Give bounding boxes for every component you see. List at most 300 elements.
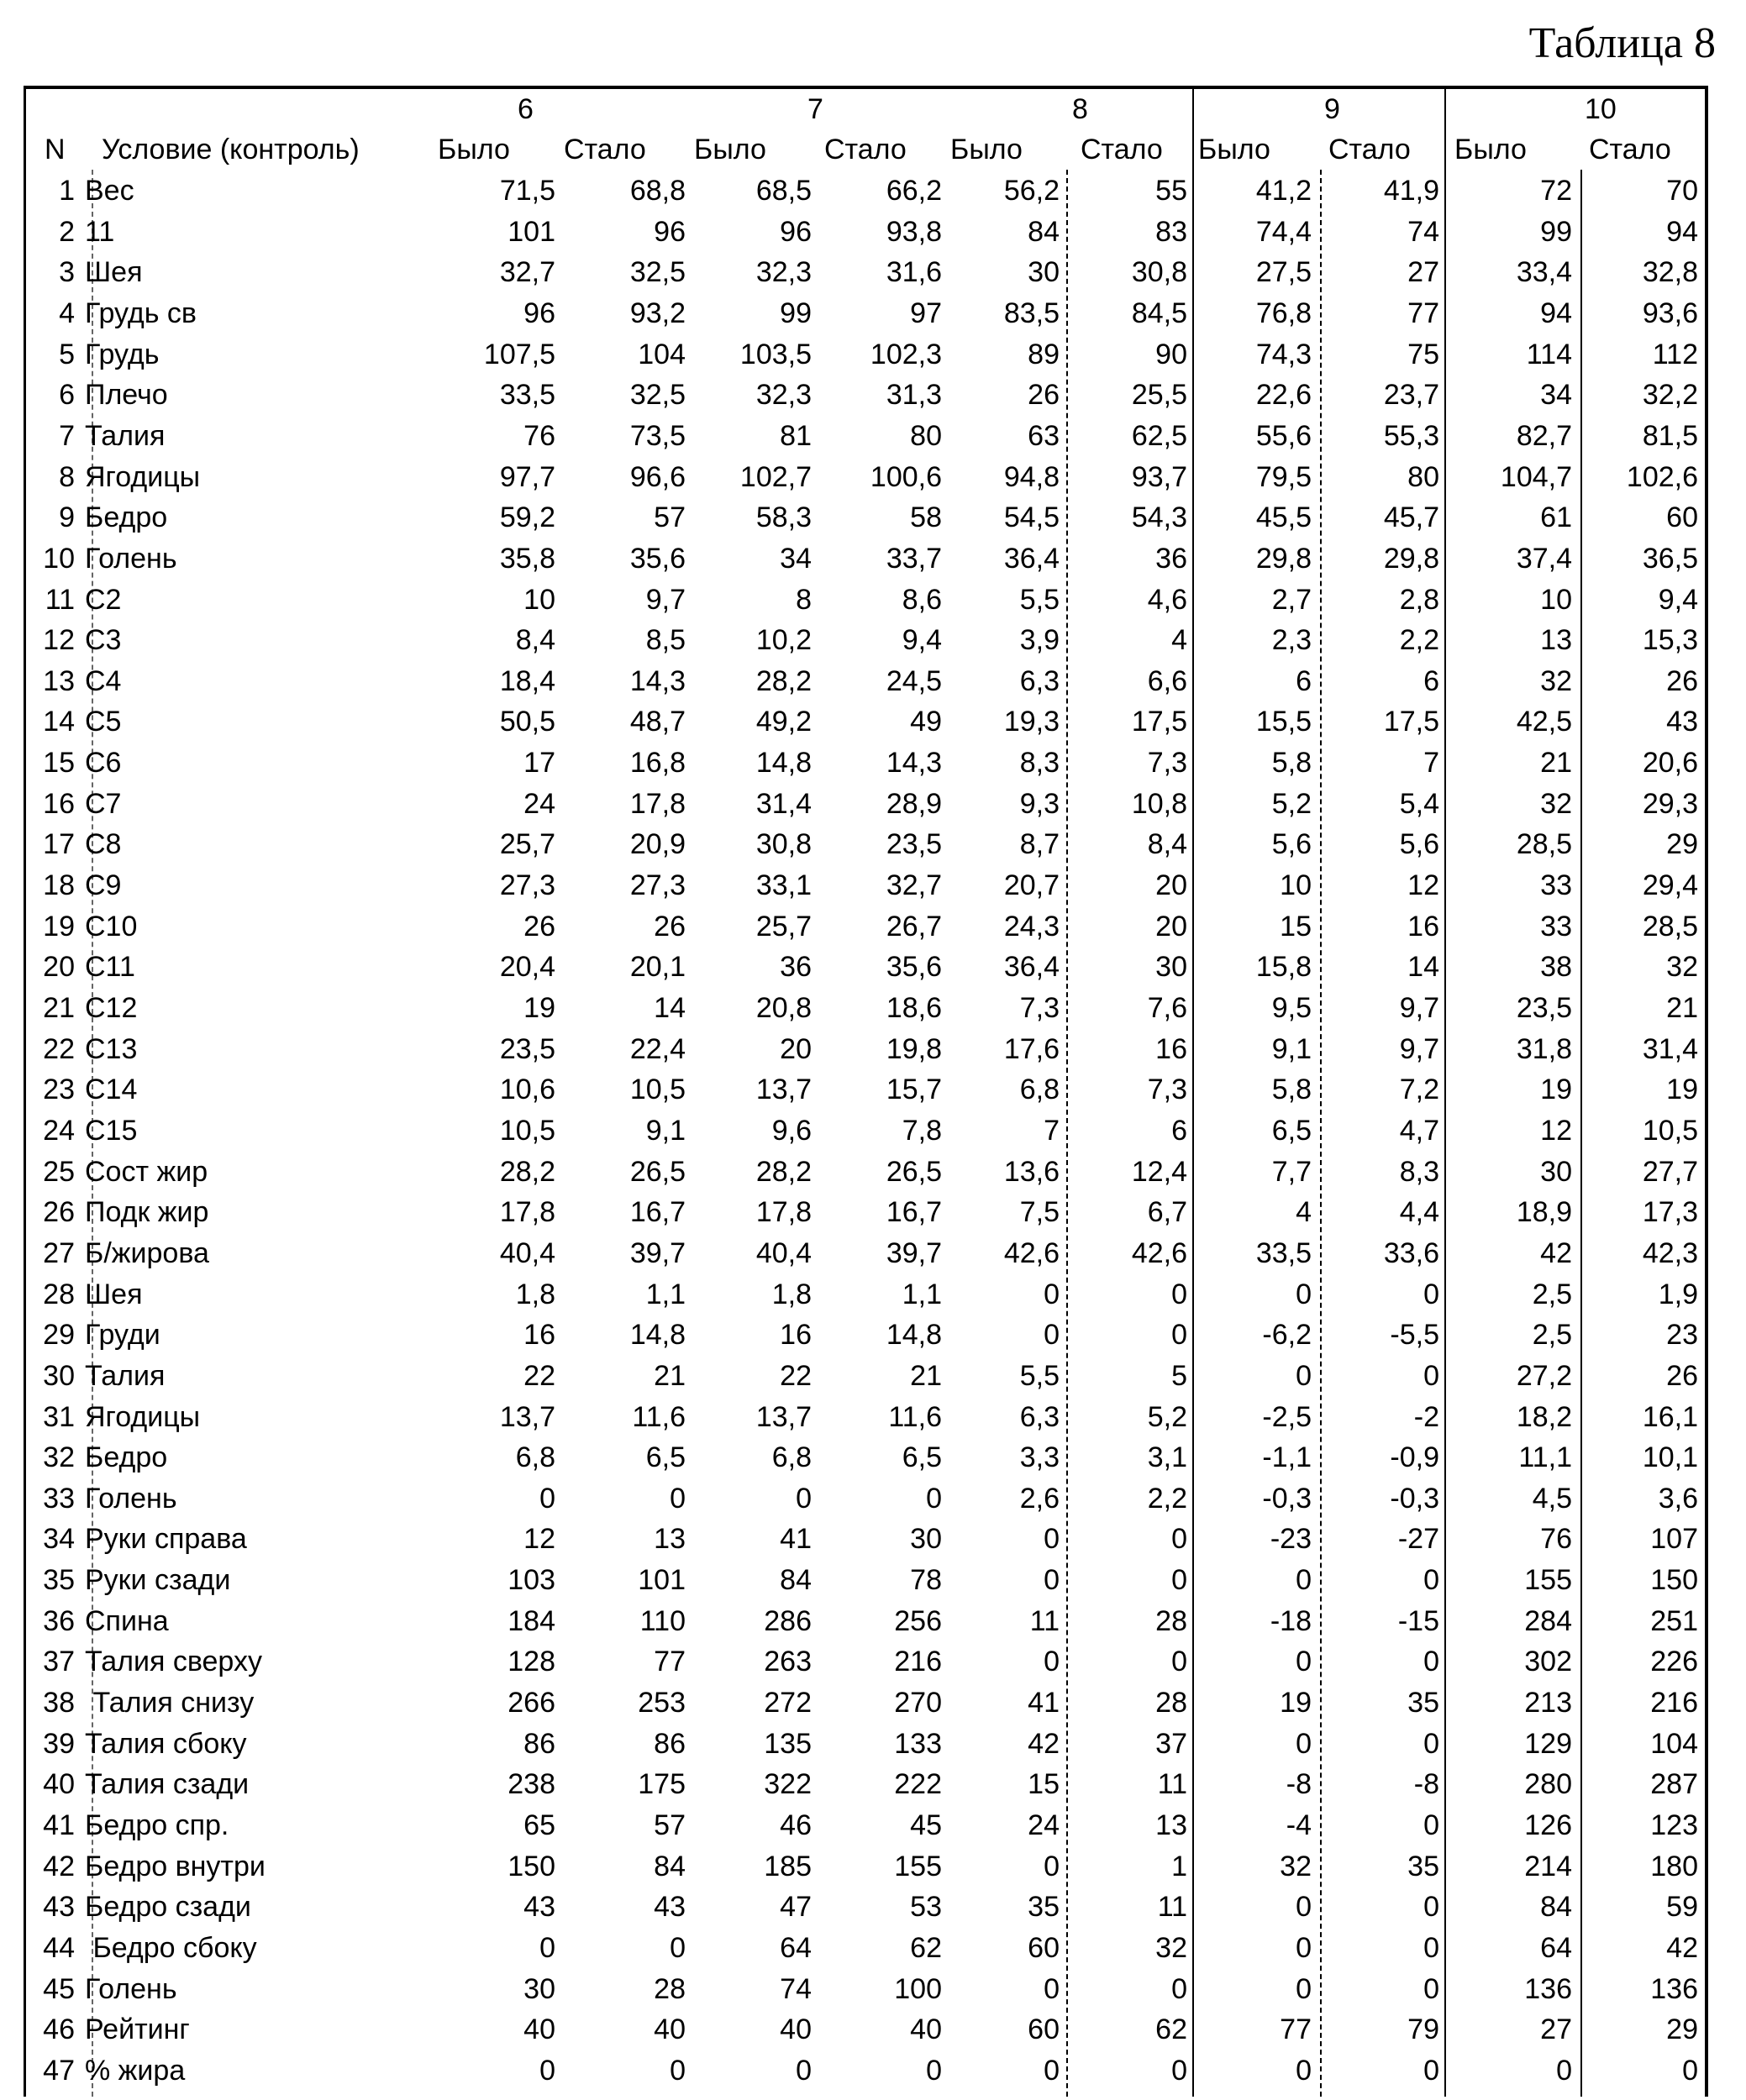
group-header-8: 8 xyxy=(1072,89,1088,129)
cell-after-6: 9,1 xyxy=(568,1110,686,1151)
row-number: 43 xyxy=(26,1887,75,1927)
cell-before-8: 20,7 xyxy=(942,865,1060,906)
row-number: 18 xyxy=(26,865,75,906)
row-number: 15 xyxy=(26,743,75,783)
cell-before-8: 13,6 xyxy=(942,1152,1060,1192)
cell-before-9: 0 xyxy=(1194,1641,1312,1682)
cell-before-9: 79,5 xyxy=(1194,457,1312,497)
table-row xyxy=(26,1152,1705,1193)
cell-before-6: 10,6 xyxy=(438,1069,555,1110)
cell-after-7: 30 xyxy=(824,1519,942,1559)
row-number: 1 xyxy=(26,171,75,211)
cell-before-10: 11,1 xyxy=(1454,1437,1572,1478)
cell-after-10: 10,1 xyxy=(1580,1437,1698,1478)
cell-before-7: 14,8 xyxy=(694,743,812,783)
cell-before-8: 6,3 xyxy=(942,661,1060,701)
cell-before-6: 97,7 xyxy=(438,457,555,497)
cell-after-7: 93,8 xyxy=(824,212,942,252)
cell-before-9: 9,1 xyxy=(1194,1029,1312,1069)
cell-after-9: 0 xyxy=(1322,1641,1439,1682)
row-condition: Бедро сзади xyxy=(85,1887,251,1927)
cell-after-7: 39,7 xyxy=(824,1233,942,1273)
cell-after-7: 222 xyxy=(824,1764,942,1804)
cell-after-6: 14 xyxy=(568,988,686,1028)
cell-before-10: 104,7 xyxy=(1454,457,1572,497)
row-condition: Сост жир xyxy=(85,1152,208,1192)
cell-before-7: 20,8 xyxy=(694,988,812,1028)
cell-before-8: 24,3 xyxy=(942,906,1060,947)
cell-after-10: 226 xyxy=(1580,1641,1698,1682)
cell-before-10: 0 xyxy=(1454,2050,1572,2091)
cell-before-7: 13,7 xyxy=(694,1397,812,1437)
cell-before-9: 0 xyxy=(1194,2050,1312,2091)
cell-after-9: 23,7 xyxy=(1322,375,1439,415)
cell-after-9: -0,3 xyxy=(1322,1478,1439,1519)
row-condition: Талия сбоку xyxy=(85,1724,246,1764)
cell-after-8: 36 xyxy=(1070,538,1187,579)
cell-after-6: 14,8 xyxy=(568,1315,686,1355)
cell-before-7: 6,8 xyxy=(694,1437,812,1478)
cell-after-7: 40 xyxy=(824,2009,942,2050)
cell-before-8: 83,5 xyxy=(942,293,1060,333)
cell-after-7: 0 xyxy=(824,2050,942,2091)
row-number: 32 xyxy=(26,1437,75,1478)
cell-before-8: 8,7 xyxy=(942,824,1060,864)
cell-after-9: 0 xyxy=(1322,1969,1439,2009)
cell-before-10: 4,5 xyxy=(1454,1478,1572,1519)
cell-after-9: 0 xyxy=(1322,1356,1439,1396)
cell-before-7: 47 xyxy=(694,1887,812,1927)
cell-after-8: 3,1 xyxy=(1070,1437,1187,1478)
cell-before-10: 12 xyxy=(1454,1110,1572,1151)
cell-before-6: 20,4 xyxy=(438,947,555,987)
cell-after-9: 6 xyxy=(1322,661,1439,701)
cell-before-10: 155 xyxy=(1454,1560,1572,1600)
cell-after-9: 27 xyxy=(1322,252,1439,292)
cell-after-7: 1,1 xyxy=(824,1274,942,1315)
table-row xyxy=(26,1437,1705,1478)
row-condition: Талия xyxy=(85,1356,165,1396)
header-before-8: Было xyxy=(950,129,1023,170)
cell-after-8: 28 xyxy=(1070,1601,1187,1641)
cell-after-7: 32,7 xyxy=(824,865,942,906)
cell-before-9: -23 xyxy=(1194,1519,1312,1559)
cell-before-7: 96 xyxy=(694,212,812,252)
cell-after-9: 5,4 xyxy=(1322,784,1439,824)
table-row xyxy=(26,743,1705,784)
header-after-8: Стало xyxy=(1081,129,1163,170)
row-condition: С14 xyxy=(85,1069,137,1110)
cell-before-7: 185 xyxy=(694,1846,812,1887)
cell-after-8: 54,3 xyxy=(1070,497,1187,538)
cell-before-10: 32 xyxy=(1454,784,1572,824)
row-condition: Голень xyxy=(85,538,177,579)
cell-before-10: 126 xyxy=(1454,1805,1572,1845)
row-condition: Бедро спр. xyxy=(85,1805,229,1845)
cell-after-7: 78 xyxy=(824,1560,942,1600)
row-number: 31 xyxy=(26,1397,75,1437)
row-condition: Бедро xyxy=(85,497,167,538)
cell-before-7: 102,7 xyxy=(694,457,812,497)
cell-before-7: 1,8 xyxy=(694,1274,812,1315)
cell-before-7: 25,7 xyxy=(694,906,812,947)
cell-after-10: 104 xyxy=(1580,1724,1698,1764)
table-row xyxy=(26,784,1705,825)
cell-before-8: 60 xyxy=(942,2009,1060,2050)
cell-before-7: 10,2 xyxy=(694,620,812,660)
cell-before-9: 19 xyxy=(1194,1683,1312,1723)
row-number: 37 xyxy=(26,1641,75,1682)
cell-after-10: 29 xyxy=(1580,2009,1698,2050)
cell-after-7: 15,7 xyxy=(824,1069,942,1110)
cell-after-7: 21 xyxy=(824,1356,942,1396)
cell-before-9: 74,4 xyxy=(1194,212,1312,252)
group-header-row xyxy=(26,89,1705,130)
row-number: 13 xyxy=(26,661,75,701)
cell-after-8: 0 xyxy=(1070,2050,1187,2091)
row-number: 23 xyxy=(26,1069,75,1110)
column-header-row xyxy=(26,129,1705,171)
cell-before-6: 8,4 xyxy=(438,620,555,660)
cell-after-8: 62,5 xyxy=(1070,416,1187,456)
cell-after-8: 0 xyxy=(1070,1641,1187,1682)
cell-before-7: 17,8 xyxy=(694,1192,812,1232)
cell-after-9: 2,8 xyxy=(1322,580,1439,620)
cell-after-6: 86 xyxy=(568,1724,686,1764)
row-number: 10 xyxy=(26,538,75,579)
cell-after-6: 104 xyxy=(568,334,686,375)
cell-before-7: 286 xyxy=(694,1601,812,1641)
cell-before-10: 284 xyxy=(1454,1601,1572,1641)
row-condition: Шея xyxy=(85,252,142,292)
cell-before-9: 4 xyxy=(1194,1192,1312,1232)
cell-before-10: 136 xyxy=(1454,1969,1572,2009)
header-after-7: Стало xyxy=(824,129,907,170)
group-header-7: 7 xyxy=(807,89,823,129)
cell-before-7: 0 xyxy=(694,1478,812,1519)
cell-after-8: 93,7 xyxy=(1070,457,1187,497)
row-number: 46 xyxy=(26,2009,75,2050)
cell-after-9: 33,6 xyxy=(1322,1233,1439,1273)
cell-after-7: 256 xyxy=(824,1601,942,1641)
cell-after-8: 7,6 xyxy=(1070,988,1187,1028)
cell-after-7: 100,6 xyxy=(824,457,942,497)
row-number: 21 xyxy=(26,988,75,1028)
cell-after-10: 32,2 xyxy=(1580,375,1698,415)
cell-before-6: 35,8 xyxy=(438,538,555,579)
cell-before-9: 29,8 xyxy=(1194,538,1312,579)
cell-after-6: 57 xyxy=(568,497,686,538)
cell-after-7: 31,6 xyxy=(824,252,942,292)
cell-after-8: 4,6 xyxy=(1070,580,1187,620)
header-after-6: Стало xyxy=(564,129,646,170)
cell-before-8: 54,5 xyxy=(942,497,1060,538)
cell-after-8: 20 xyxy=(1070,865,1187,906)
cell-before-10: 129 xyxy=(1454,1724,1572,1764)
cell-after-10: 42 xyxy=(1580,1928,1698,1968)
cell-after-6: 10,5 xyxy=(568,1069,686,1110)
row-number: 25 xyxy=(26,1152,75,1192)
cell-before-6: 13,7 xyxy=(438,1397,555,1437)
cell-before-7: 322 xyxy=(694,1764,812,1804)
cell-after-10: 102,6 xyxy=(1580,457,1698,497)
table-row xyxy=(26,1233,1705,1274)
cell-before-9: 33,5 xyxy=(1194,1233,1312,1273)
cell-before-8: 7 xyxy=(942,1110,1060,1151)
cell-before-10: 214 xyxy=(1454,1846,1572,1887)
header-condition: Условие (контроль) xyxy=(102,129,360,170)
cell-after-10: 1,9 xyxy=(1580,1274,1698,1315)
cell-after-7: 270 xyxy=(824,1683,942,1723)
cell-after-10: 32,8 xyxy=(1580,252,1698,292)
table-row xyxy=(26,1397,1705,1438)
cell-after-8: 37 xyxy=(1070,1724,1187,1764)
table-row xyxy=(26,1110,1705,1152)
cell-before-10: 42 xyxy=(1454,1233,1572,1273)
row-condition: С15 xyxy=(85,1110,137,1151)
row-number: 27 xyxy=(26,1233,75,1273)
cell-before-10: 280 xyxy=(1454,1764,1572,1804)
row-number: 7 xyxy=(26,416,75,456)
cell-after-7: 28,9 xyxy=(824,784,942,824)
row-number: 38 xyxy=(26,1683,75,1723)
cell-after-9: -2 xyxy=(1322,1397,1439,1437)
cell-before-6: 0 xyxy=(438,1928,555,1968)
cell-after-10: 26 xyxy=(1580,1356,1698,1396)
cell-after-8: 42,6 xyxy=(1070,1233,1187,1273)
cell-before-7: 46 xyxy=(694,1805,812,1845)
cell-before-6: 17 xyxy=(438,743,555,783)
table-row xyxy=(26,1641,1705,1683)
cell-after-8: 32 xyxy=(1070,1928,1187,1968)
row-number: 36 xyxy=(26,1601,75,1641)
cell-before-10: 72 xyxy=(1454,171,1572,211)
cell-after-7: 26,7 xyxy=(824,906,942,947)
table-title: Таблица 8 xyxy=(1529,18,1716,68)
cell-after-10: 31,4 xyxy=(1580,1029,1698,1069)
cell-before-8: 9,3 xyxy=(942,784,1060,824)
table-row xyxy=(26,293,1705,334)
cell-before-9: 22,6 xyxy=(1194,375,1312,415)
cell-before-7: 20 xyxy=(694,1029,812,1069)
header-before-7: Было xyxy=(694,129,766,170)
cell-before-10: 114 xyxy=(1454,334,1572,375)
cell-after-9: 0 xyxy=(1322,1928,1439,1968)
cell-before-6: 101 xyxy=(438,212,555,252)
cell-before-9: 0 xyxy=(1194,1887,1312,1927)
cell-before-6: 40,4 xyxy=(438,1233,555,1273)
table-row xyxy=(26,2009,1705,2050)
cell-after-10: 15,3 xyxy=(1580,620,1698,660)
cell-after-9: 79 xyxy=(1322,2009,1439,2050)
cell-before-6: 10 xyxy=(438,580,555,620)
header-after-9: Стало xyxy=(1328,129,1411,170)
cell-before-8: 63 xyxy=(942,416,1060,456)
cell-after-7: 49 xyxy=(824,701,942,742)
cell-after-6: 43 xyxy=(568,1887,686,1927)
cell-after-10: 29,4 xyxy=(1580,865,1698,906)
cell-before-6: 30 xyxy=(438,1969,555,2009)
cell-before-9: 9,5 xyxy=(1194,988,1312,1028)
cell-before-8: 41 xyxy=(942,1683,1060,1723)
cell-before-7: 99 xyxy=(694,293,812,333)
row-number: 5 xyxy=(26,334,75,375)
table-row xyxy=(26,947,1705,988)
cell-before-7: 40 xyxy=(694,2009,812,2050)
cell-before-8: 0 xyxy=(942,1846,1060,1887)
group-header-10: 10 xyxy=(1585,89,1617,129)
cell-after-10: 251 xyxy=(1580,1601,1698,1641)
cell-before-7: 16 xyxy=(694,1315,812,1355)
row-number: 4 xyxy=(26,293,75,333)
cell-before-9: 41,2 xyxy=(1194,171,1312,211)
cell-after-10: 28,5 xyxy=(1580,906,1698,947)
cell-after-8: 5,2 xyxy=(1070,1397,1187,1437)
cell-before-7: 31,4 xyxy=(694,784,812,824)
cell-before-10: 2,5 xyxy=(1454,1315,1572,1355)
table-row xyxy=(26,1560,1705,1601)
cell-after-6: 77 xyxy=(568,1641,686,1682)
cell-after-9: -15 xyxy=(1322,1601,1439,1641)
cell-before-10: 99 xyxy=(1454,212,1572,252)
cell-before-7: 263 xyxy=(694,1641,812,1682)
cell-after-10: 112 xyxy=(1580,334,1698,375)
cell-before-6: 22 xyxy=(438,1356,555,1396)
cell-before-6: 17,8 xyxy=(438,1192,555,1232)
cell-after-7: 8,6 xyxy=(824,580,942,620)
row-condition: Бедро xyxy=(85,1437,167,1478)
cell-before-6: 266 xyxy=(438,1683,555,1723)
cell-before-9: 6 xyxy=(1194,661,1312,701)
table-row xyxy=(26,1029,1705,1070)
cell-after-7: 26,5 xyxy=(824,1152,942,1192)
row-condition: С2 xyxy=(85,580,121,620)
cell-after-10: 0 xyxy=(1580,2050,1698,2091)
header-after-10: Стало xyxy=(1589,129,1671,170)
cell-before-9: 0 xyxy=(1194,1356,1312,1396)
cell-before-6: 33,5 xyxy=(438,375,555,415)
cell-before-10: 30 xyxy=(1454,1152,1572,1192)
cell-after-9: 80 xyxy=(1322,457,1439,497)
row-number: 3 xyxy=(26,252,75,292)
row-condition: Ягодицы xyxy=(85,457,200,497)
row-number: 2 xyxy=(26,212,75,252)
cell-after-9: 7 xyxy=(1322,743,1439,783)
row-condition: Талия xyxy=(85,416,165,456)
cell-after-7: 35,6 xyxy=(824,947,942,987)
cell-after-9: 12 xyxy=(1322,865,1439,906)
cell-after-6: 39,7 xyxy=(568,1233,686,1273)
cell-after-6: 20,9 xyxy=(568,824,686,864)
cell-before-9: 2,7 xyxy=(1194,580,1312,620)
cell-after-7: 9,4 xyxy=(824,620,942,660)
cell-before-10: 42,5 xyxy=(1454,701,1572,742)
cell-after-9: 14 xyxy=(1322,947,1439,987)
row-condition: Бедро сбоку xyxy=(85,1928,257,1968)
row-condition: Грудь xyxy=(85,334,159,375)
cell-before-9: 45,5 xyxy=(1194,497,1312,538)
cell-after-6: 9,7 xyxy=(568,580,686,620)
table-row xyxy=(26,1764,1705,1805)
cell-before-9: 2,3 xyxy=(1194,620,1312,660)
cell-after-10: 27,7 xyxy=(1580,1152,1698,1192)
cell-after-8: 5 xyxy=(1070,1356,1187,1396)
table-row xyxy=(26,824,1705,865)
cell-before-9: 0 xyxy=(1194,1274,1312,1315)
cell-after-10: 32 xyxy=(1580,947,1698,987)
cell-before-9: -1,1 xyxy=(1194,1437,1312,1478)
row-number: 45 xyxy=(26,1969,75,2009)
row-condition: Спина xyxy=(85,1601,169,1641)
cell-before-10: 27 xyxy=(1454,2009,1572,2050)
cell-before-8: 6,8 xyxy=(942,1069,1060,1110)
cell-after-8: 30 xyxy=(1070,947,1187,987)
cell-after-6: 35,6 xyxy=(568,538,686,579)
cell-before-8: 2,6 xyxy=(942,1478,1060,1519)
cell-after-8: 11 xyxy=(1070,1887,1187,1927)
cell-before-10: 64 xyxy=(1454,1928,1572,1968)
cell-after-7: 24,5 xyxy=(824,661,942,701)
row-number: 35 xyxy=(26,1560,75,1600)
cell-before-8: 5,5 xyxy=(942,1356,1060,1396)
cell-before-7: 272 xyxy=(694,1683,812,1723)
cell-before-9: 15,8 xyxy=(1194,947,1312,987)
header-before-9: Было xyxy=(1198,129,1270,170)
cell-before-9: 6,5 xyxy=(1194,1110,1312,1151)
cell-before-10: 28,5 xyxy=(1454,824,1572,864)
cell-before-6: 238 xyxy=(438,1764,555,1804)
cell-before-8: 8,3 xyxy=(942,743,1060,783)
cell-after-9: 0 xyxy=(1322,1724,1439,1764)
cell-before-7: 81 xyxy=(694,416,812,456)
cell-before-8: 60 xyxy=(942,1928,1060,1968)
cell-before-7: 8 xyxy=(694,580,812,620)
cell-after-9: 0 xyxy=(1322,1887,1439,1927)
cell-after-10: 20,6 xyxy=(1580,743,1698,783)
cell-after-8: 30,8 xyxy=(1070,252,1187,292)
cell-before-8: 0 xyxy=(942,1519,1060,1559)
cell-before-10: 302 xyxy=(1454,1641,1572,1682)
cell-before-8: 0 xyxy=(942,1969,1060,2009)
cell-before-8: 17,6 xyxy=(942,1029,1060,1069)
row-number: 8 xyxy=(26,457,75,497)
row-number: 41 xyxy=(26,1805,75,1845)
cell-before-9: 0 xyxy=(1194,1969,1312,2009)
cell-before-9: 15 xyxy=(1194,906,1312,947)
cell-before-9: -2,5 xyxy=(1194,1397,1312,1437)
table-row xyxy=(26,416,1705,457)
cell-before-7: 34 xyxy=(694,538,812,579)
cell-after-8: 4 xyxy=(1070,620,1187,660)
cell-before-7: 41 xyxy=(694,1519,812,1559)
cell-after-7: 100 xyxy=(824,1969,942,2009)
cell-after-9: 7,2 xyxy=(1322,1069,1439,1110)
cell-after-6: 32,5 xyxy=(568,375,686,415)
table-row xyxy=(26,701,1705,743)
cell-after-7: 102,3 xyxy=(824,334,942,375)
cell-before-8: 0 xyxy=(942,1560,1060,1600)
cell-after-10: 123 xyxy=(1580,1805,1698,1845)
cell-after-8: 90 xyxy=(1070,334,1187,375)
cell-before-6: 1,8 xyxy=(438,1274,555,1315)
cell-before-10: 84 xyxy=(1454,1887,1572,1927)
row-condition: С10 xyxy=(85,906,137,947)
row-number: 28 xyxy=(26,1274,75,1315)
cell-before-7: 68,5 xyxy=(694,171,812,211)
cell-after-10: 16,1 xyxy=(1580,1397,1698,1437)
cell-after-6: 175 xyxy=(568,1764,686,1804)
cell-after-7: 97 xyxy=(824,293,942,333)
